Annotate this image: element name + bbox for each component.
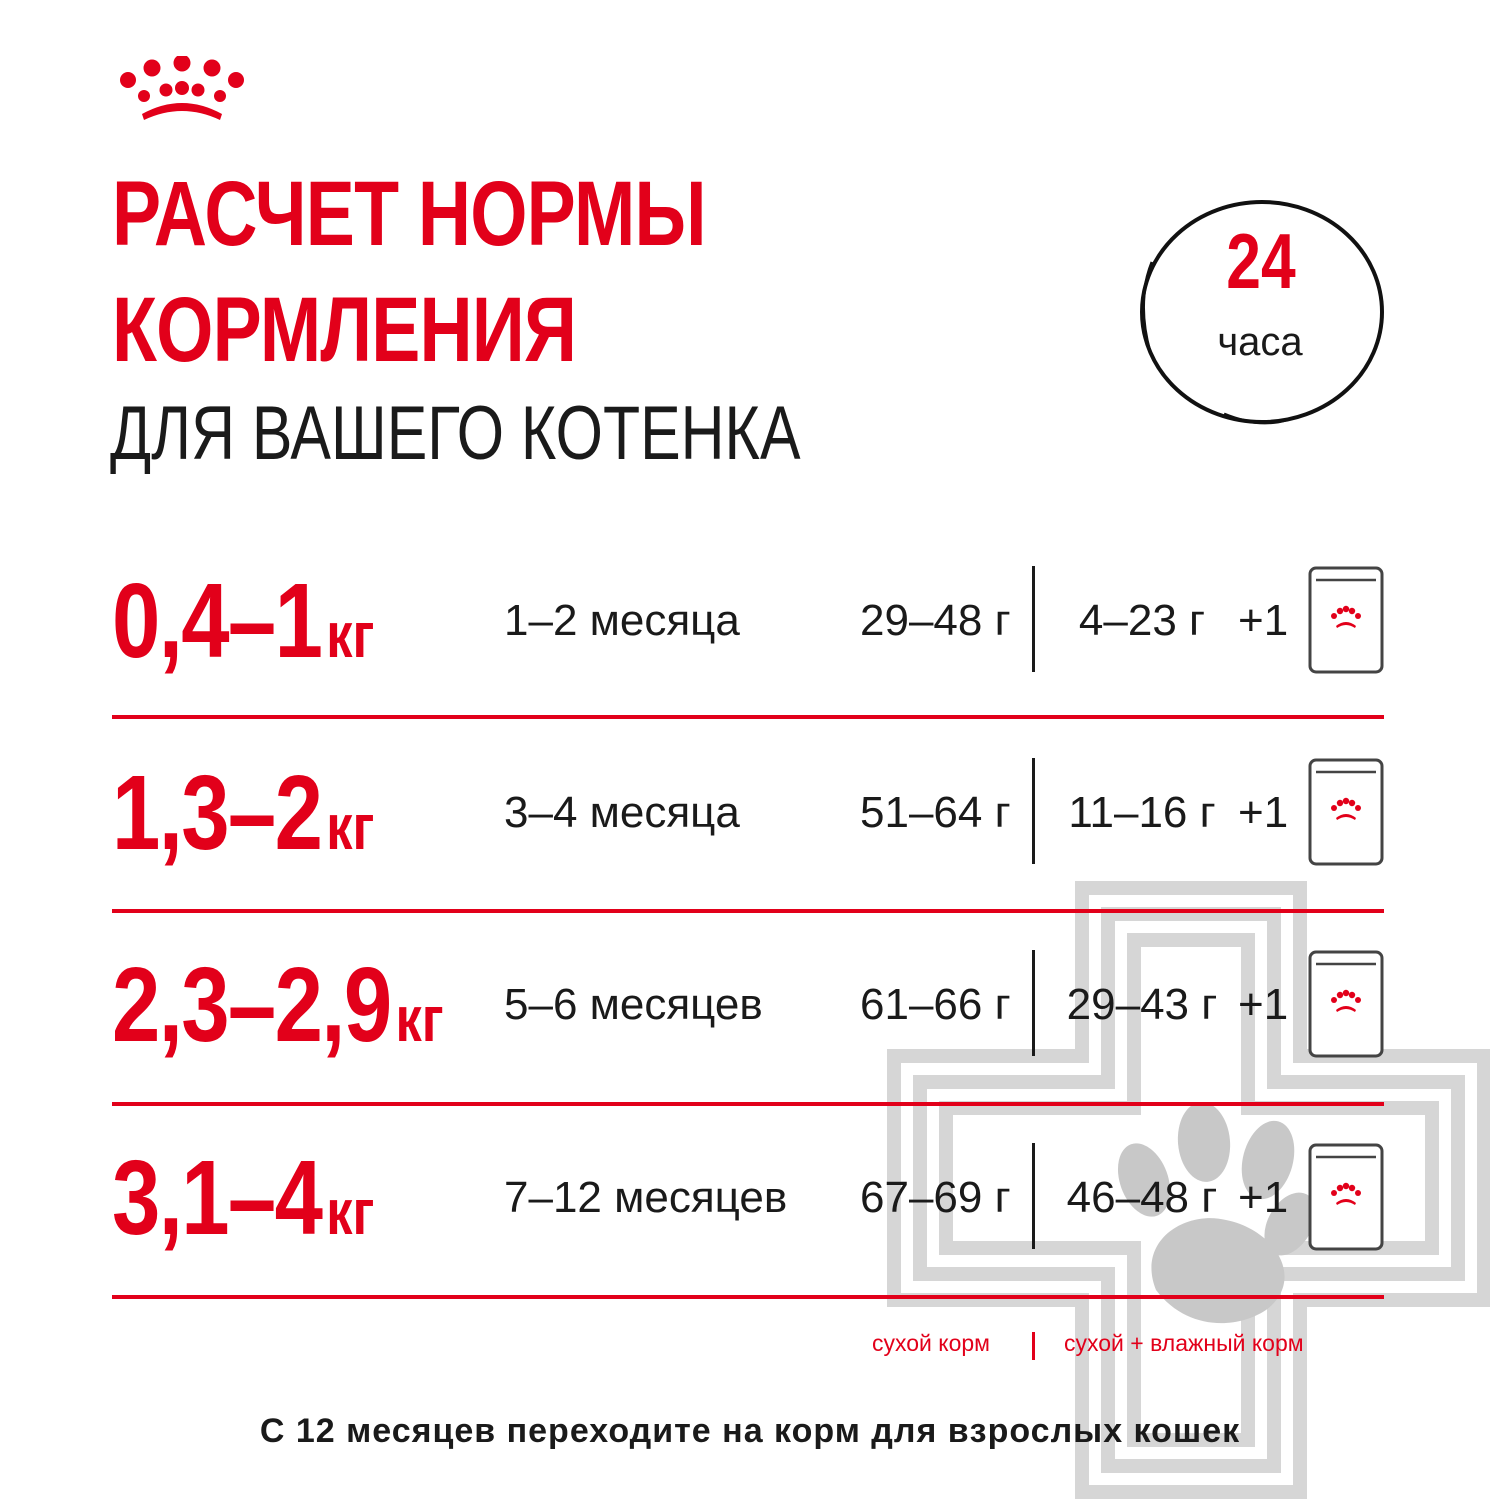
legend-dry-food: сухой корм	[872, 1330, 990, 1356]
pouch-count: +1	[1238, 788, 1289, 837]
page-title-line1: РАСЧЕТ НОРМЫ	[112, 163, 706, 265]
column-divider	[1032, 566, 1035, 672]
pouch-count: +1	[1238, 1173, 1289, 1222]
dry-food-amount: 61–66 г	[860, 980, 1011, 1029]
table-row	[0, 946, 1500, 1064]
dry-food-amount: 67–69 г	[860, 1173, 1011, 1222]
table-row	[0, 754, 1500, 872]
mixed-food-amount: 4–23 г	[1078, 596, 1206, 645]
badge-unit: часа	[1217, 320, 1303, 364]
weight-range: 0,4–1кг	[112, 562, 375, 680]
table-row	[0, 562, 1500, 680]
legend-divider	[1032, 1332, 1035, 1360]
mixed-food-amount: 11–16 г	[1068, 788, 1216, 837]
pouch-icon	[1308, 566, 1384, 674]
mixed-food-amount: 46–48 г	[1066, 1173, 1218, 1222]
row-divider	[112, 909, 1384, 913]
age-range: 5–6 месяцев	[504, 980, 763, 1029]
pouch-icon	[1308, 950, 1384, 1058]
page-title-line2: КОРМЛЕНИЯ	[112, 279, 577, 381]
age-range: 1–2 месяца	[504, 596, 740, 645]
row-divider	[112, 1295, 1384, 1299]
age-range: 3–4 месяца	[504, 788, 740, 837]
dry-food-amount: 29–48 г	[860, 596, 1011, 645]
crown-icon	[116, 56, 248, 128]
row-divider	[112, 1102, 1384, 1106]
weight-range: 3,1–4кг	[112, 1139, 375, 1257]
pouch-icon	[1308, 1143, 1384, 1251]
column-divider	[1032, 758, 1035, 864]
column-divider	[1032, 1143, 1035, 1249]
weight-range: 1,3–2кг	[112, 754, 375, 872]
footer-note: С 12 месяцев переходите на корм для взрослых кошек	[259, 1412, 1241, 1450]
pouch-count: +1	[1238, 980, 1289, 1029]
age-range: 7–12 месяцев	[504, 1173, 788, 1222]
column-divider	[1032, 950, 1035, 1056]
dry-food-amount: 51–64 г	[860, 788, 1011, 837]
page-subtitle: ДЛЯ ВАШЕГО КОТЕНКА	[110, 391, 801, 476]
weight-range: 2,3–2,9кг	[112, 946, 444, 1064]
badge-number: 24	[1226, 217, 1296, 305]
pouch-icon	[1308, 758, 1384, 866]
table-row	[0, 1139, 1500, 1257]
legend-mixed-food: сухой + влажный корм	[1064, 1330, 1304, 1356]
pouch-count: +1	[1238, 596, 1289, 645]
row-divider	[112, 715, 1384, 719]
mixed-food-amount: 29–43 г	[1066, 980, 1218, 1029]
